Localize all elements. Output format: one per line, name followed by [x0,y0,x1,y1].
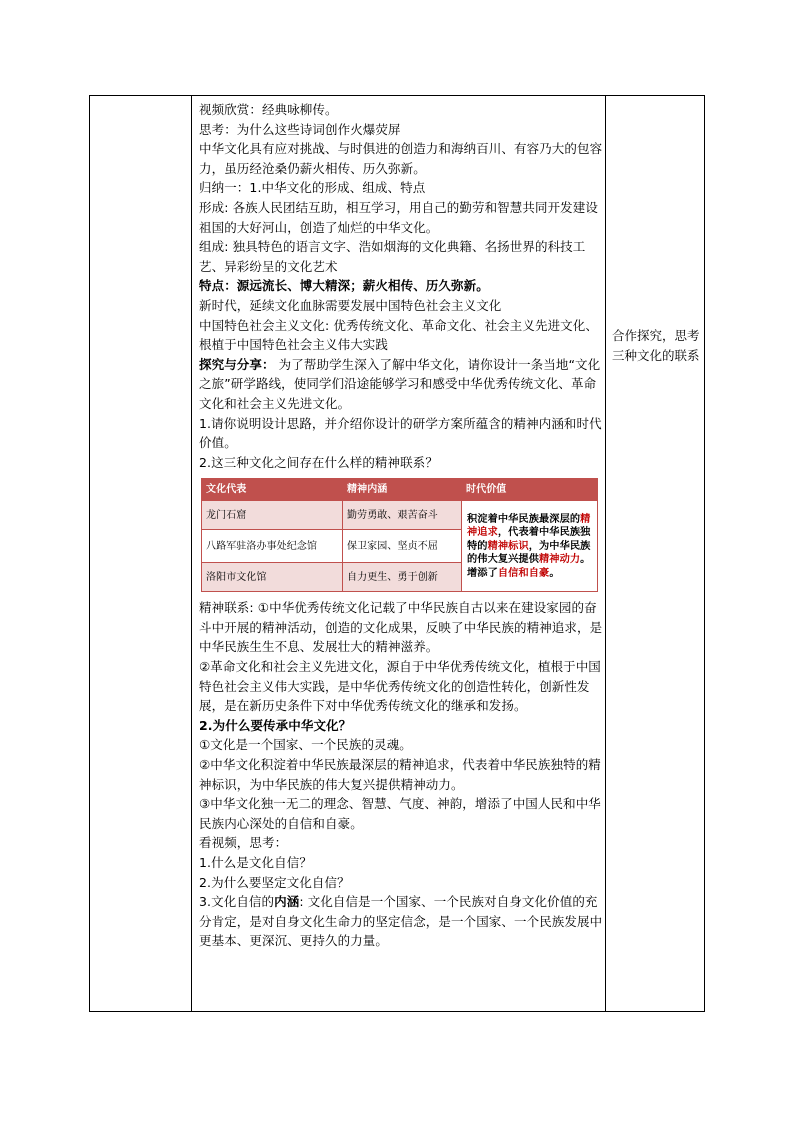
activity-note: 合作探究，思考三种文化的联系 [612,328,700,363]
table-header: 文化代表 [202,479,343,501]
culture-table [201,478,598,592]
text-line [199,355,607,414]
text-line: 看视频，思考： [199,835,288,851]
table-cell: 勤劳勇敢、艰苦奋斗 [343,501,462,530]
text-line: 精神联系: ①中华优秀传统文化记载了中华民族自古以来在建设家园的奋斗中开展的精神活动，创造的文化成果，反映了中华民族的精神追求，是中华民族生生不息、发展壮大的精神滋养。 [199,600,603,655]
text-line: 2.这三种文化之间存在什么样的精神联系？ [199,454,438,470]
table-cell: 洛阳市文化馆 [202,563,343,592]
text-line: 归纳一：1.中华文化的形成、组成、特点 [199,180,426,196]
text-line: 新时代，延续文化血脉需要发展中国特色社会主义文化 [199,297,502,313]
text-line: 3.文化自信的内涵: 文化自信是一个国家、一个民族对自身文化价值的充分肯定，是对自身文化生命力的坚定信念，是一个国家、一个民族发展中更基本、更深沉、更持久的力量。 [199,894,603,949]
text-line: 中国特色社会主义文化: 优秀传统文化、革命文化、社会主义先进文化、根植于中国特色社会主义伟大实践 [199,317,598,353]
text-line: 思考：为什么这些诗词创作火爆荧屏 [199,121,401,137]
text-line: 1.请你说明设计思路，并介绍你设计的研学方案所蕴含的精神内涵和时代价值。 [199,415,602,451]
text-line: 2.为什么要坚定文化自信？ [199,874,350,890]
column-divider [191,96,192,1011]
text-line: 1.什么是文化自信？ [199,855,312,870]
text-line: ②革命文化和社会主义先进文化，源自于中华优秀传统文化，植根于中国特色社会主义伟大实践，是中华优秀传统文化的创造性转化，创新性发展，是在新历史条件下对中华优秀传统文化的继承和发扬。 [199,659,601,714]
text-line: 组成: 独具特色的语言文字、浩如烟海的文化典籍、名扬世界的科技工艺、异彩纷呈的文化艺术 [199,239,586,274]
table-cell: 保卫家园、坚贞不屈 [343,530,462,563]
lesson-table [89,95,705,1012]
text-line: ③中华文化独一无二的理念、智慧、气度、神韵，增添了中国人民和中华民族内心深处的自信和自豪。 [199,796,601,831]
table-cell: 自力更生、勇于创新 [343,563,462,592]
bold-label: 探究与分享： [199,356,275,372]
table-cell: 龙门石窟 [202,501,343,530]
text-line: ②中华文化积淀着中华民族最深层的精神追求，代表着中华民族独特的精神标识，为中华民族的伟大复兴提供精神动力。 [199,757,601,792]
text-line: 中华文化具有应对挑战、与时俱进的创造力和海纳百川、有容乃大的包容力，虽历经沧桑仍薪火相传、历久弥新。 [199,141,603,176]
table-header: 精神内涵 [343,479,462,501]
bold-label: 内涵 [274,894,300,910]
table-header: 时代价值 [462,479,598,501]
table-cell: 八路军驻洛办事处纪念馆 [202,530,343,563]
text-line: 特点：源远流长、博大精深；薪火相传、历久弥新。 [199,278,489,294]
section-heading: 2.为什么要传承中华文化？ [199,717,352,733]
text-line: 形成: 各族人民团结互助，相互学习，用自己的勤劳和智慧共同开发建设祖国的大好河山，创造了灿烂的中华文化。 [199,199,598,235]
text-line: ①文化是一个国家、一个民族的灵魂。 [199,737,412,753]
table-cell-value: 积淀着中华民族最深层的精神追求，代表着中华民族独特的精神标识，为中华民族的伟大复兴提供精神动力。增添了自信和自豪。 [462,501,598,592]
text-span: 为了帮助学生深入了解中华文化，请你设计一条当地“文化之旅”研学路线，使同学们沿途能够学习和感受中华优秀传统文化、革命文化和社会主义先进文化。 [199,356,601,411]
text-line: 视频欣赏：经典咏柳传。 [199,102,338,117]
teaching-content [199,100,607,951]
